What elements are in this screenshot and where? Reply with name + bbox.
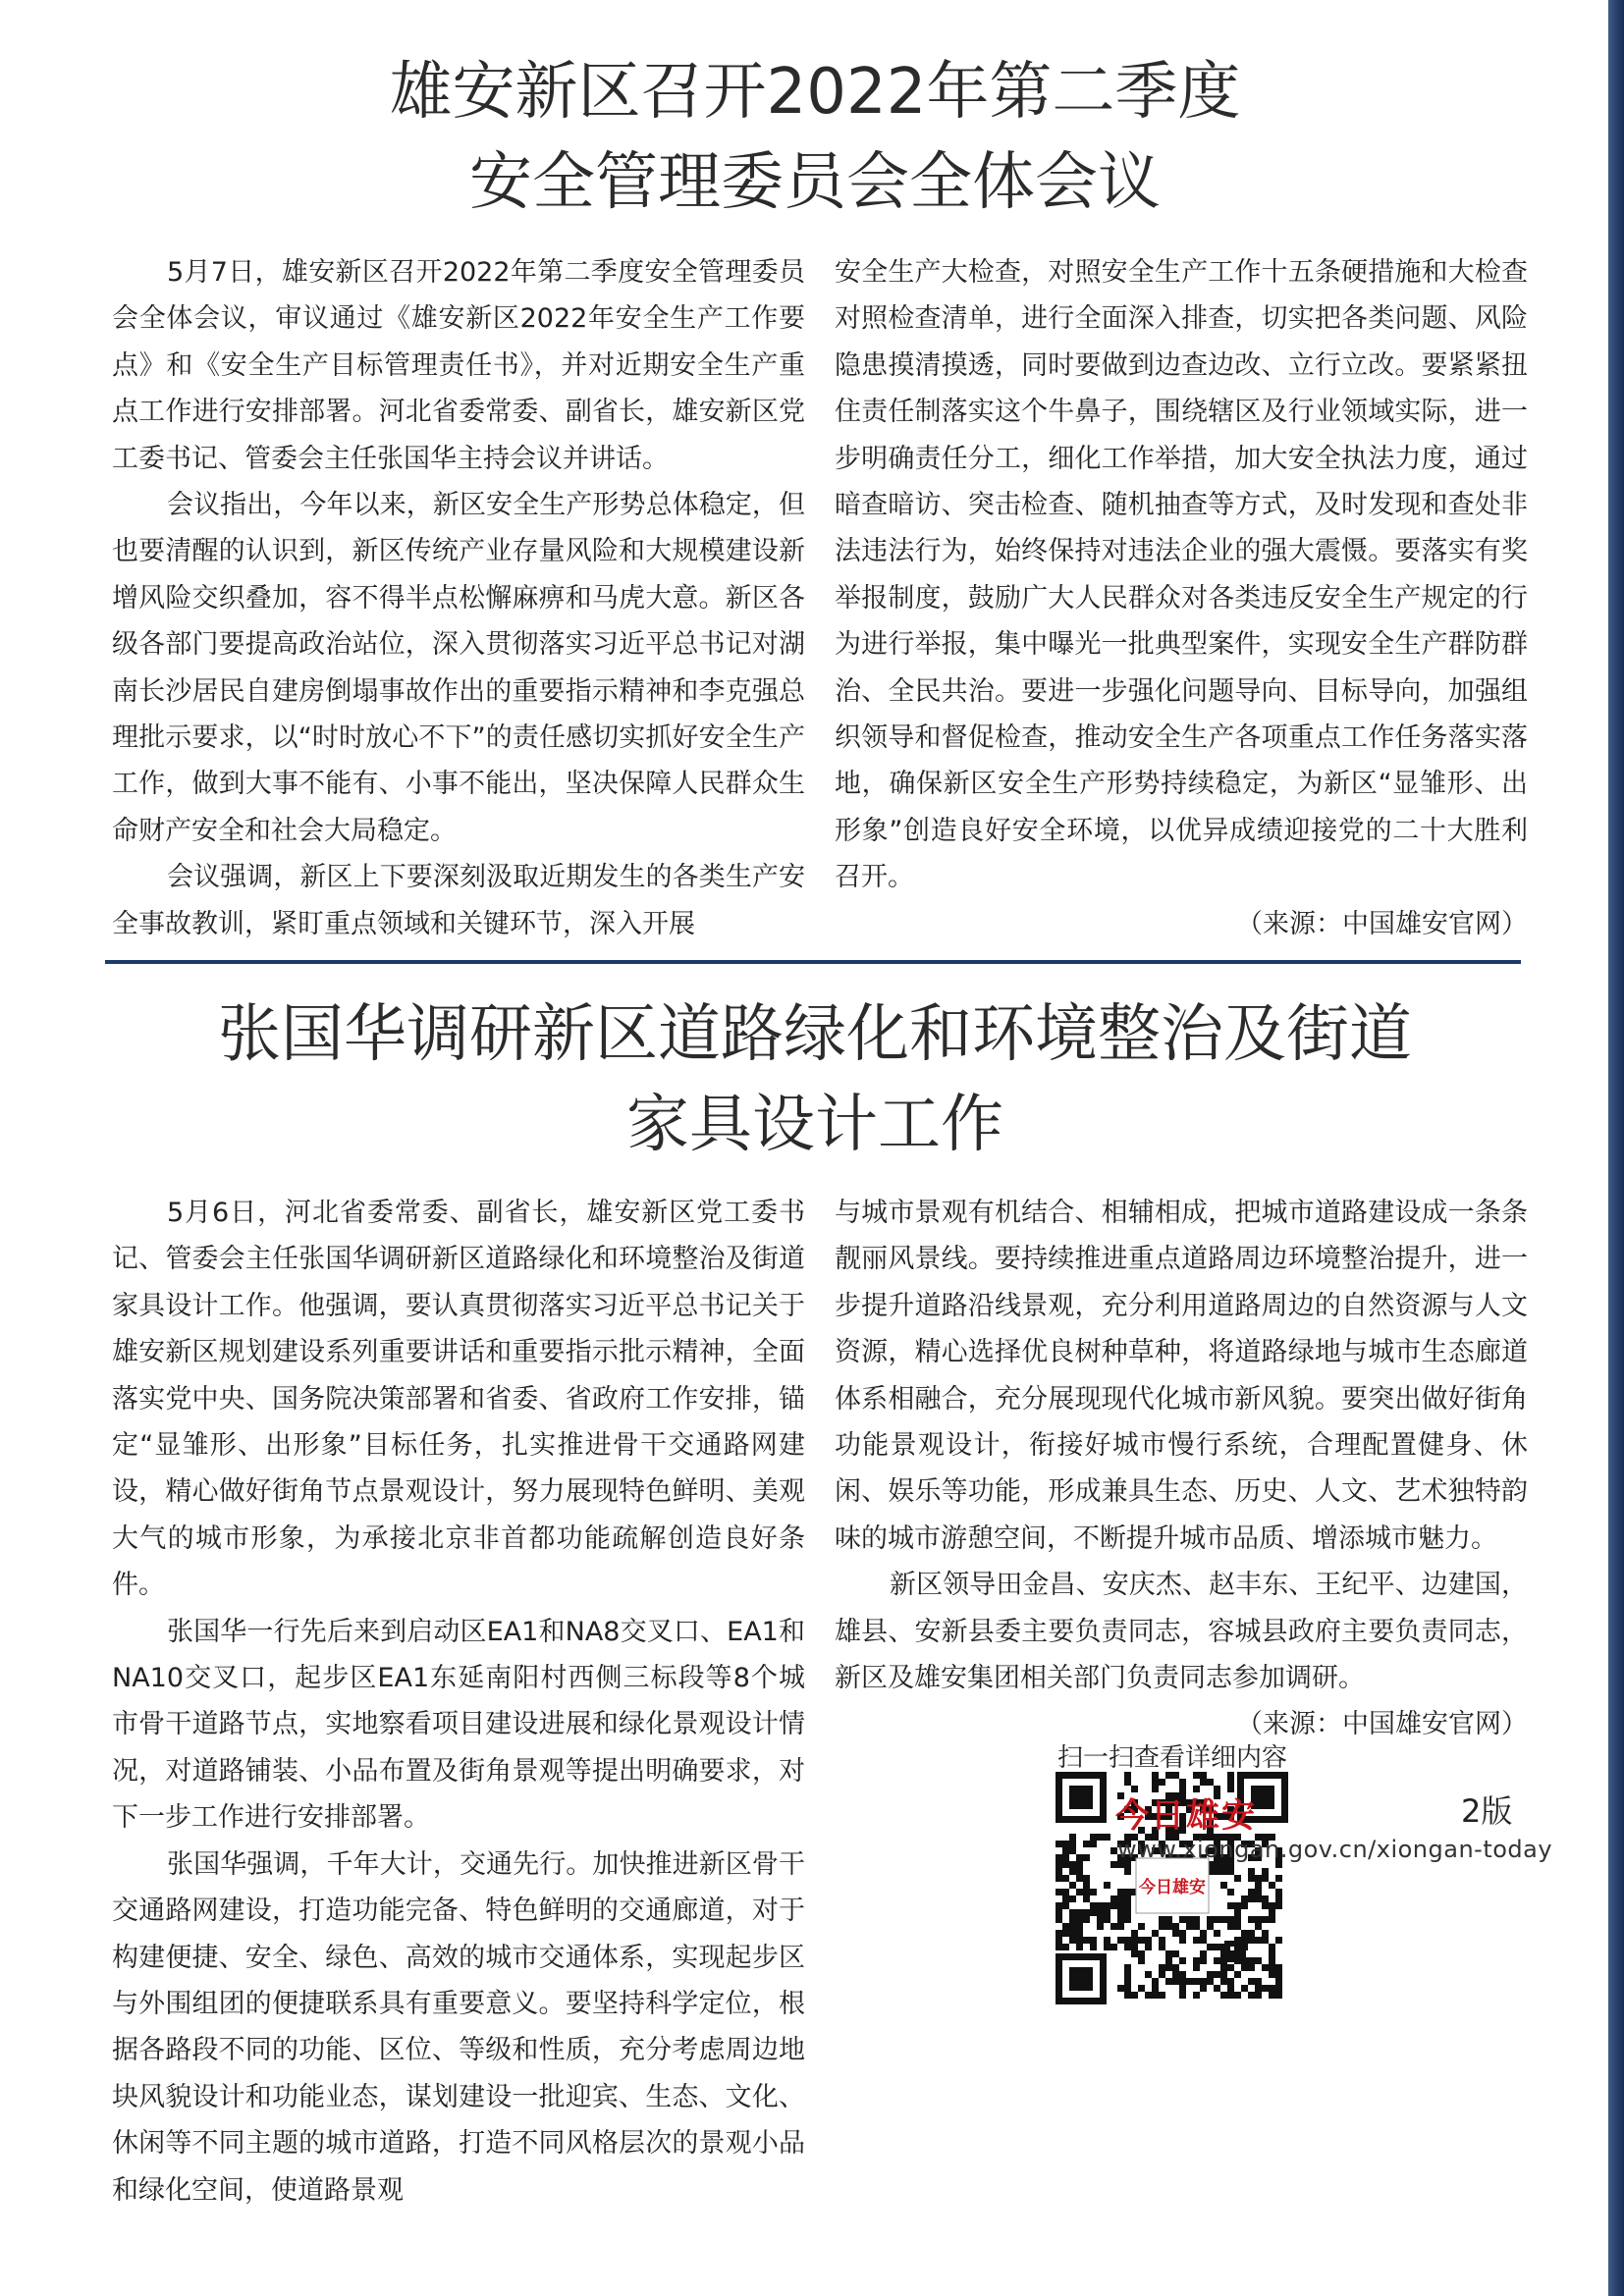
article2-paragraph-1: 5月6日，河北省委常委、副省长，雄安新区党工委书记、管委会主任张国华调研新区道路绿化和环境整治及街道家具设计工作。他强调，要认真贯彻落实习近平总书记关于雄安新区规划建设系列重要讲话和重要指示批示精神，全面落实党中央、国务院决策部署和省委、省政府工作安排，锚定“显雏形、出形象”目标任务，扎实推进骨干交通路网建设，精心做好街角节点景观设计，努力展现特色鲜明、美观大气的城市形象，为承接北京非首都功能疏解创造良好条件。 — [112, 1198, 805, 1601]
article2-paragraph-4: 新区领导田金昌、安庆杰、赵丰东、王纪平、边建国，雄县、安新县委主要负责同志，容城县政府主要负责同志，新区及雄安集团相关部门负责同志参加调研。 — [835, 1570, 1528, 1694]
article2-paragraph-3-continued: 与城市景观有机结合、相辅相成，把城市道路建设成一条条靓丽风景线。要持续推进重点道路周边环境整治提升，进一步提升道路沿线景观，充分利用道路周边的自然资源与人文资源，精心选择优良树种草种，将道路绿地与城市生态廊道体系相融合，充分展现现代化城市新风貌。要突出做好街角功能景观设计，衔接好城市慢行系统，合理配置健身、休闲、娱乐等功能，形成兼具生态、历史、人文、艺术独特韵味的城市游憩空间，不断提升城市品质、增添城市魅力。 — [835, 1198, 1528, 1554]
footer-logo: 今日雄安 — [1115, 1796, 1257, 1836]
article2-paragraph-3: 张国华强调，千年大计，交通先行。加快推进新区骨干交通路网建设，打造功能完备、特色鲜明的交通廊道，对于构建便捷、安全、绿色、高效的城市交通体系，实现起步区与外围组团的便捷联系具有重要意义。要坚持科学定位，根据各路段不同的功能、区位、等级和性质，充分考虑周边地块风貌设计和功能业态，谋划建设一批迎宾、生态、文化、休闲等不同主题的城市道路，打造不同风格层次的景观小品和绿化空间，使道路景观 — [112, 1848, 805, 2206]
article1-column-1 — [112, 249, 805, 947]
article-divider — [105, 960, 1521, 964]
article2-source: （来源：中国雄安官网） — [1236, 1709, 1528, 1740]
article1-paragraph-3: 会议强调，新区上下要深刻汲取近期发生的各类生产安全事故教训，紧盯重点领域和关键环节，深入开展 — [112, 862, 805, 939]
article2-title-line-1: 张国华调研新区道路绿化和环境整治及街道 — [218, 998, 1412, 1071]
article2-column-2 — [835, 1190, 1528, 2239]
footer-url[interactable]: www.xiongan.gov.cn/xiongan-today — [1117, 1836, 1553, 1863]
article1-paragraph-2: 会议指出，今年以来，新区安全生产形势总体稳定，但也要清醒的认识到，新区传统产业存量风险和大规模建设新增风险交织叠加，容不得半点松懈麻痹和马虎大意。新区各级各部门要提高政治站位，深入贯彻落实习近平总书记对湖南长沙居民自建房倒塌事故作出的重要指示精神和李克强总理批示要求，以“时时放心不下”的责任感切实抓好安全生产工作，做到大事不能有、小事不能出，坚决保障人民群众生命财产安全和社会大局稳定。 — [112, 490, 805, 846]
article1-column-2 — [835, 249, 1528, 947]
article1-title — [108, 47, 1522, 228]
page-number: 2版 — [1461, 1792, 1513, 1830]
article1-paragraph-1: 5月7日，雄安新区召开2022年第二季度安全管理委员会全体会议，审议通过《雄安新区2022年安全生产工作要点》和《安全生产目标管理责任书》，并对近期安全生产重点工作进行安排部署。河北省委常委、副省长，雄安新区党工委书记、管委会主任张国华主持会议并讲话。 — [112, 257, 805, 474]
qr-caption: 扫一扫查看详细内容 — [1056, 1743, 1287, 1773]
article2-column-1 — [112, 1190, 805, 2214]
article1-title-line-1: 雄安新区召开2022年第二季度 — [389, 56, 1241, 129]
side-color-band — [1608, 0, 1624, 2296]
article2-title — [108, 989, 1522, 1170]
article1-paragraph-3-continued: 安全生产大检查，对照安全生产工作十五条硬措施和大检查对照检查清单，进行全面深入排查，切实把各类问题、风险隐患摸清摸透，同时要做到边查边改、立行立改。要紧紧扭住责任制落实这个牛鼻子，围绕辖区及行业领域实际，进一步明确责任分工，细化工作举措，加大安全执法力度，通过暗查暗访、突击检查、随机抽查等方式，及时发现和查处非法违法行为，始终保持对违法企业的强大震慑。要落实有奖举报制度，鼓励广大人民群众对各类违反安全生产规定的行为进行举报，集中曝光一批典型案件，实现安全生产群防群治、全民共治。要进一步强化问题导向、目标导向，加强组织领导和督促检查，推动安全生产各项重点工作任务落实落地，确保新区安全生产形势持续稳定，为新区“显雏形、出形象”创造良好安全环境，以优异成绩迎接党的二十大胜利召开。 — [835, 257, 1528, 893]
qr-center-label: 今日雄安 — [1139, 1877, 1206, 1897]
article2-paragraph-2: 张国华一行先后来到启动区EA1和NA8交叉口、EA1和NA10交叉口，起步区EA1东延南阳村西侧三标段等8个城市骨干道路节点，实地察看项目建设进展和绿化景观设计情况，对道路铺装、小品布置及街角景观等提出明确要求，对下一步工作进行安排部署。 — [112, 1616, 805, 1834]
article1-title-line-2: 安全管理委员会全体会议 — [469, 146, 1161, 219]
article1-source: （来源：中国雄安官网） — [1236, 908, 1528, 939]
article2-title-line-2: 家具设计工作 — [626, 1089, 1003, 1161]
